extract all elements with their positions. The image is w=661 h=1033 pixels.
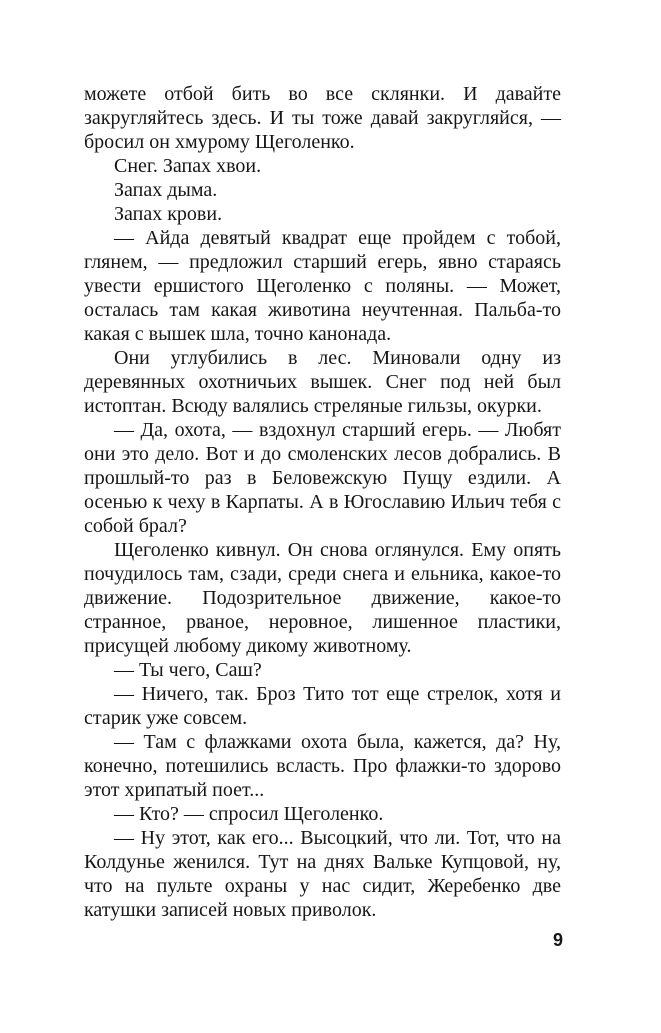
paragraph-13: — Ну этот, как его... Высоцкий, что ли. Тот, что на Колдунье женился. Тут на днях Вальке Купцовой, ну, что на пульте охраны у нас сидит, Жеребенко две катушки записей новых приволок. [84, 827, 561, 921]
paragraph-12: — Кто? — спросил Щеголенко. [114, 803, 384, 825]
paragraph-1: можете отбой бить во все склянки. И давайте закругляйтесь здесь. И ты тоже давай закругляйся, — бросил он хмурому Щеголенко. [84, 83, 561, 153]
paragraph-3: Запах дыма. [114, 179, 218, 201]
book-page-text [84, 82, 561, 922]
paragraph-9: — Ты чего, Саш? [114, 659, 262, 681]
page-number: 9 [552, 930, 563, 950]
paragraph-8: Щеголенко кивнул. Он снова оглянулся. Ему опять почудилось там, сзади, среди снега и ельника, какое-то движение. Подозрительное движение, какое-то странное, рваное, неровное, лишенное пластики, присущей любому дикому животному. [84, 539, 561, 657]
paragraph-2: Снег. Запах хвои. [114, 155, 262, 177]
paragraph-6: Они углубились в лес. Миновали одну из деревянных охотничьих вышек. Снег под ней был истоптан. Всюду валялись стреляные гильзы, окурки. [84, 347, 561, 417]
paragraph-11: — Там с флажками охота была, кажется, да? Ну, конечно, потешились всласть. Про флажки-то здорово этот хрипатый поет... [84, 731, 561, 801]
paragraph-10: — Ничего, так. Броз Тито тот еще стрелок, хотя и старик уже совсем. [84, 683, 561, 729]
paragraph-4: Запах крови. [114, 203, 223, 225]
paragraph-7: — Да, охота, — вздохнул старший егерь. — Любят они это дело. Вот и до смоленских лесов добрались. В прошлый-то раз в Беловежскую Пущу ездили. А осенью к чеху в Карпаты. А в Югославию Ильич тебя с собой брал? [84, 419, 561, 537]
paragraph-5: — Айда девятый квадрат еще пройдем с тобой, глянем, — предложил старший егерь, явно стараясь увести ершистого Щеголенко с поляны. — Может, осталась там какая животина неучтенная. Пальба-то какая с вышек шла, точно канонада. [84, 227, 561, 345]
